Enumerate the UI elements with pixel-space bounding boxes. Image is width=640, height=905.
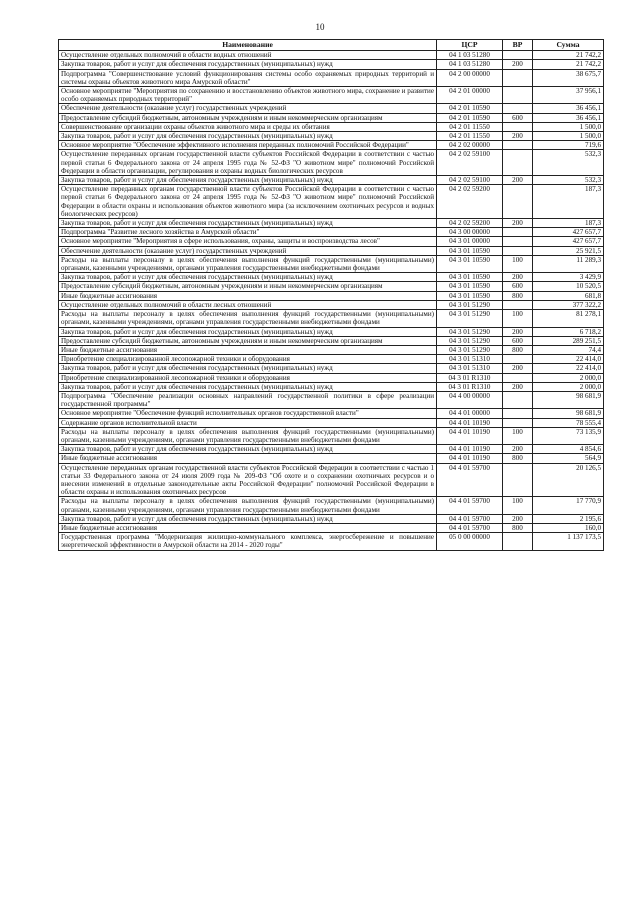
table-header-row: [59, 40, 604, 51]
table-row: [59, 132, 604, 141]
table-row: [59, 122, 604, 131]
cell-sum: 73 135,9: [533, 427, 604, 444]
cell-sum: 187,3: [533, 219, 604, 228]
cell-csr: 04 2 02 00000: [437, 141, 503, 150]
cell-vr: [503, 185, 533, 219]
cell-vr: 800: [503, 291, 533, 300]
cell-sum: 1 500,0: [533, 132, 604, 141]
cell-name: Подпрограмма "Совершенствование условий функционирования системы особо охраняемых природных территорий и системы охраны объектов животного мира Амурской области": [59, 69, 437, 86]
cell-csr: 04 3 01 10590: [437, 282, 503, 291]
cell-vr: [503, 237, 533, 246]
cell-sum: 160,0: [533, 523, 604, 532]
cell-sum: 4 854,6: [533, 445, 604, 454]
table-row: [59, 60, 604, 69]
cell-name: Осуществление переданных органам государственной власти субъектов Российской Федерации в соответствии с частью первой статьи 6 Федерального закона от 24 апреля 1995 года № 52-ФЗ "О животном мире" полномочий Российской Федерации в области организации, регулирования и охраны водных биологических ресурсов: [59, 150, 437, 176]
cell-vr: 200: [503, 327, 533, 336]
table-row: [59, 514, 604, 523]
cell-vr: [503, 246, 533, 255]
cell-name: Расходы на выплаты персоналу в целях обеспечения выполнения функций государственными (муниципальными) органами, казенными учреждениями, органами управления государственными внебюджетными фондами: [59, 310, 437, 327]
cell-sum: 2 195,6: [533, 514, 604, 523]
cell-vr: 200: [503, 60, 533, 69]
cell-csr: 04 4 01 59700: [437, 514, 503, 523]
cell-sum: 38 675,7: [533, 69, 604, 86]
cell-csr: 04 2 00 00000: [437, 69, 503, 86]
table-row: [59, 282, 604, 291]
cell-csr: 04 3 01 R1310: [437, 382, 503, 391]
table-row: [59, 255, 604, 272]
cell-vr: [503, 300, 533, 309]
cell-name: Основное мероприятие "Мероприятия по сохранению и восстановлению объектов животного мира, сохранение и развитие особо охраняемых природных территорий": [59, 87, 437, 104]
table-row: [59, 51, 604, 60]
cell-name: Основное мероприятие "Обеспечение функций исполнительных органов государственной власти": [59, 409, 437, 418]
cell-csr: 04 3 00 00000: [437, 228, 503, 237]
cell-vr: 100: [503, 427, 533, 444]
cell-csr: 04 2 02 59100: [437, 176, 503, 185]
table-row: [59, 87, 604, 104]
cell-name: Закупка товаров, работ и услуг для обеспечения государственных (муниципальных) нужд: [59, 327, 437, 336]
cell-csr: 04 3 01 51310: [437, 364, 503, 373]
table-row: [59, 104, 604, 113]
cell-sum: 187,3: [533, 185, 604, 219]
cell-csr: 04 2 02 59200: [437, 185, 503, 219]
cell-name: Закупка товаров, работ и услуг для обеспечения государственных (муниципальных) нужд: [59, 273, 437, 282]
cell-csr: 04 2 01 11550: [437, 132, 503, 141]
table-row: [59, 300, 604, 309]
cell-sum: 719,6: [533, 141, 604, 150]
cell-vr: 600: [503, 336, 533, 345]
cell-csr: 04 4 01 10190: [437, 454, 503, 463]
table-row: [59, 463, 604, 497]
cell-vr: [503, 141, 533, 150]
table-row: [59, 427, 604, 444]
table-row: [59, 445, 604, 454]
cell-sum: 427 657,7: [533, 228, 604, 237]
cell-vr: [503, 409, 533, 418]
table-row: [59, 454, 604, 463]
cell-vr: [503, 463, 533, 497]
table-row: [59, 418, 604, 427]
page-number: 10: [315, 22, 325, 32]
cell-sum: 564,9: [533, 454, 604, 463]
cell-sum: 2 000,0: [533, 382, 604, 391]
cell-csr: 04 3 01 51290: [437, 310, 503, 327]
cell-csr: 04 3 01 10590: [437, 291, 503, 300]
cell-sum: 98 681,9: [533, 391, 604, 408]
table-row: [59, 382, 604, 391]
cell-name: Подпрограмма "Развитие лесного хозяйства в Амурской области": [59, 228, 437, 237]
table-row: [59, 355, 604, 364]
table-row: [59, 246, 604, 255]
table-row: [59, 391, 604, 408]
cell-name: Иные бюджетные ассигнования: [59, 454, 437, 463]
cell-csr: 04 3 01 10590: [437, 246, 503, 255]
cell-vr: [503, 51, 533, 60]
cell-name: Закупка товаров, работ и услуг для обеспечения государственных (муниципальных) нужд: [59, 132, 437, 141]
cell-vr: [503, 150, 533, 176]
cell-csr: 04 4 01 59700: [437, 463, 503, 497]
cell-sum: 427 657,7: [533, 237, 604, 246]
cell-sum: 532,3: [533, 176, 604, 185]
cell-sum: 681,8: [533, 291, 604, 300]
cell-name: Предоставление субсидий бюджетным, автономным учреждениям и иным некоммерческим организациям: [59, 113, 437, 122]
table-row: [59, 185, 604, 219]
cell-name: Иные бюджетные ассигнования: [59, 523, 437, 532]
cell-csr: 04 3 01 R1310: [437, 373, 503, 382]
cell-csr: 05 0 00 00000: [437, 533, 503, 550]
cell-csr: 04 3 01 51290: [437, 345, 503, 354]
cell-csr: 04 4 00 00000: [437, 391, 503, 408]
cell-sum: 81 278,1: [533, 310, 604, 327]
table-row: [59, 69, 604, 86]
cell-csr: 04 3 01 10590: [437, 255, 503, 272]
cell-vr: 100: [503, 310, 533, 327]
cell-name: Предоставление субсидий бюджетным, автономным учреждениям и иным некоммерческим организациям: [59, 336, 437, 345]
cell-name: Основное мероприятие "Мероприятия в сфере использования, охраны, защиты и воспроизводства лесов": [59, 237, 437, 246]
table-row: [59, 345, 604, 354]
cell-sum: 25 921,5: [533, 246, 604, 255]
cell-sum: 22 414,0: [533, 355, 604, 364]
cell-vr: 200: [503, 514, 533, 523]
cell-csr: 04 3 01 51290: [437, 300, 503, 309]
cell-vr: 200: [503, 176, 533, 185]
table-row: [59, 291, 604, 300]
cell-vr: 800: [503, 345, 533, 354]
table-row: [59, 409, 604, 418]
header-csr: ЦСР: [437, 40, 503, 51]
cell-name: Предоставление субсидий бюджетным, автономным учреждениям и иным некоммерческим организациям: [59, 282, 437, 291]
cell-name: Совершенствование организации охраны объектов животного мира и среды их обитания: [59, 122, 437, 131]
cell-vr: 800: [503, 523, 533, 532]
cell-sum: 1 137 173,5: [533, 533, 604, 550]
table-row: [59, 176, 604, 185]
cell-name: Закупка товаров, работ и услуг для обеспечения государственных (муниципальных) нужд: [59, 364, 437, 373]
cell-sum: 21 742,2: [533, 60, 604, 69]
cell-vr: 600: [503, 113, 533, 122]
cell-sum: 289 251,5: [533, 336, 604, 345]
cell-sum: 21 742,2: [533, 51, 604, 60]
cell-vr: [503, 418, 533, 427]
cell-sum: 98 681,9: [533, 409, 604, 418]
cell-sum: 10 520,5: [533, 282, 604, 291]
cell-name: Приобретение специализированной лесопожарной техники и оборудования: [59, 373, 437, 382]
cell-vr: [503, 391, 533, 408]
table-row: [59, 150, 604, 176]
cell-csr: 04 4 01 10190: [437, 445, 503, 454]
cell-name: Осуществление переданных органам государственной власти субъектов Российской Федерации в соответствии с частью 1 статьи 33 Федерального закона от 24 июля 2009 года № 209-ФЗ "Об охоте и о сохранении охотничьих ресурсов и о внесении изменений в отдельные законодательные акты Российской Федерации" полномочий Российской Федерации в области охраны и использования охотничьих ресурсов: [59, 463, 437, 497]
cell-name: Закупка товаров, работ и услуг для обеспечения государственных (муниципальных) нужд: [59, 445, 437, 454]
cell-csr: 04 2 01 10590: [437, 113, 503, 122]
cell-csr: 04 4 01 59700: [437, 523, 503, 532]
cell-name: Содержание органов исполнительной власти: [59, 418, 437, 427]
header-vr: ВР: [503, 40, 533, 51]
cell-sum: 6 718,2: [533, 327, 604, 336]
cell-csr: 04 4 01 10190: [437, 418, 503, 427]
cell-vr: 100: [503, 255, 533, 272]
cell-csr: 04 4 01 59700: [437, 497, 503, 514]
cell-csr: 04 2 02 59200: [437, 219, 503, 228]
cell-name: Закупка товаров, работ и услуг для обеспечения государственных (муниципальных) нужд: [59, 219, 437, 228]
cell-name: Осуществление отдельных полномочий в области водных отношений: [59, 51, 437, 60]
table-row: [59, 273, 604, 282]
cell-vr: 200: [503, 364, 533, 373]
cell-name: Осуществление переданных органам государственной власти субъектов Российской Федерации в соответствии с частью первой статьи 6 Федерального закона от 24 апреля 1995 года № 52-ФЗ "О животном мире" полномочий Российской Федерации в области охраны и использования объектов животного мира (за исключением охотничьих ресурсов и водных биологических ресурсов): [59, 185, 437, 219]
table-row: [59, 141, 604, 150]
table-row: [59, 237, 604, 246]
table-row: [59, 336, 604, 345]
cell-sum: 37 956,1: [533, 87, 604, 104]
cell-sum: 36 456,1: [533, 113, 604, 122]
cell-name: Приобретение специализированной лесопожарной техники и оборудования: [59, 355, 437, 364]
cell-sum: 377 322,2: [533, 300, 604, 309]
cell-sum: 74,4: [533, 345, 604, 354]
cell-sum: 1 500,0: [533, 122, 604, 131]
cell-csr: 04 3 01 10590: [437, 273, 503, 282]
cell-vr: [503, 122, 533, 131]
cell-csr: 04 2 01 00000: [437, 87, 503, 104]
cell-sum: 22 414,0: [533, 364, 604, 373]
table-row: [59, 533, 604, 550]
table-row: [59, 373, 604, 382]
table-row: [59, 113, 604, 122]
cell-sum: 532,3: [533, 150, 604, 176]
cell-csr: 04 2 01 10590: [437, 104, 503, 113]
cell-vr: [503, 533, 533, 550]
cell-sum: 11 289,3: [533, 255, 604, 272]
cell-name: Закупка товаров, работ и услуг для обеспечения государственных (муниципальных) нужд: [59, 514, 437, 523]
header-name: Наименование: [59, 40, 437, 51]
cell-vr: 200: [503, 382, 533, 391]
table-row: [59, 310, 604, 327]
cell-csr: 04 4 01 00000: [437, 409, 503, 418]
table-row: [59, 364, 604, 373]
cell-name: Иные бюджетные ассигнования: [59, 345, 437, 354]
cell-vr: 100: [503, 497, 533, 514]
cell-name: Иные бюджетные ассигнования: [59, 291, 437, 300]
cell-sum: 78 555,4: [533, 418, 604, 427]
table-row: [59, 523, 604, 532]
cell-vr: 200: [503, 445, 533, 454]
header-sum: Сумма: [533, 40, 604, 51]
cell-vr: [503, 228, 533, 237]
cell-name: Расходы на выплаты персоналу в целях обеспечения выполнения функций государственными (муниципальными) органами, казенными учреждениями, органами управления государственными внебюджетными фондами: [59, 427, 437, 444]
cell-sum: 20 126,5: [533, 463, 604, 497]
cell-name: Подпрограмма "Обеспечение реализации основных направлений государственной политики в сфере реализации государственной программы": [59, 391, 437, 408]
cell-name: Осуществление отдельных полномочий в области лесных отношений: [59, 300, 437, 309]
table-row: [59, 228, 604, 237]
cell-vr: 800: [503, 454, 533, 463]
cell-name: Обеспечение деятельности (оказание услуг) государственных учреждений: [59, 104, 437, 113]
budget-table: [58, 39, 604, 551]
cell-name: Обеспечение деятельности (оказание услуг) государственных учреждений: [59, 246, 437, 255]
cell-name: Расходы на выплаты персоналу в целях обеспечения выполнения функций государственными (муниципальными) органами, казенными учреждениями, органами управления государственными внебюджетными фондами: [59, 255, 437, 272]
cell-name: Расходы на выплаты персоналу в целях обеспечения выполнения функций государственными (муниципальными) органами, казенными учреждениями, органами управления государственными внебюджетными фондами: [59, 497, 437, 514]
cell-csr: 04 1 03 51280: [437, 60, 503, 69]
cell-csr: 04 3 01 51290: [437, 327, 503, 336]
cell-vr: [503, 355, 533, 364]
cell-sum: 2 000,0: [533, 373, 604, 382]
cell-csr: 04 3 01 51290: [437, 336, 503, 345]
table-body: [59, 51, 604, 550]
cell-vr: [503, 87, 533, 104]
cell-csr: 04 2 01 11550: [437, 122, 503, 131]
cell-csr: 04 3 01 51310: [437, 355, 503, 364]
cell-csr: 04 1 03 51280: [437, 51, 503, 60]
cell-vr: [503, 373, 533, 382]
cell-name: Основное мероприятие "Обеспечение эффективного исполнения переданных полномочий Российской Федерации": [59, 141, 437, 150]
cell-name: Государственная программа "Модернизация жилищно-коммунального комплекса, энергосбережение и повышение энергетической эффективности в Амурской области на 2014 - 2020 годы": [59, 533, 437, 550]
cell-vr: 200: [503, 219, 533, 228]
cell-sum: 3 429,9: [533, 273, 604, 282]
cell-vr: 600: [503, 282, 533, 291]
cell-name: Закупка товаров, работ и услуг для обеспечения государственных (муниципальных) нужд: [59, 382, 437, 391]
cell-csr: 04 3 01 00000: [437, 237, 503, 246]
cell-vr: 200: [503, 273, 533, 282]
cell-sum: 36 456,1: [533, 104, 604, 113]
table-row: [59, 219, 604, 228]
cell-csr: 04 4 01 10190: [437, 427, 503, 444]
cell-name: Закупка товаров, работ и услуг для обеспечения государственных (муниципальных) нужд: [59, 60, 437, 69]
cell-csr: 04 2 02 59100: [437, 150, 503, 176]
cell-vr: [503, 69, 533, 86]
cell-sum: 17 770,9: [533, 497, 604, 514]
cell-vr: [503, 104, 533, 113]
cell-vr: 200: [503, 132, 533, 141]
table-row: [59, 497, 604, 514]
cell-name: Закупка товаров, работ и услуг для обеспечения государственных (муниципальных) нужд: [59, 176, 437, 185]
table-row: [59, 327, 604, 336]
